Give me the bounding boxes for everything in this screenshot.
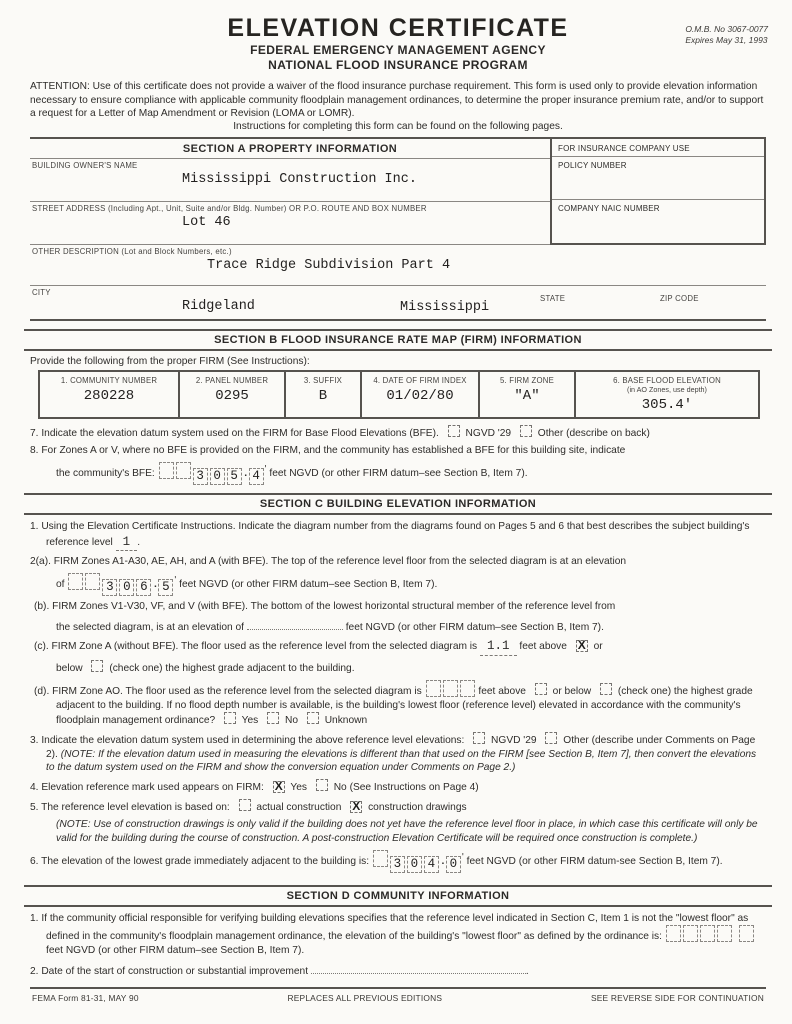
lowest-grade-digit-box: 0 [407,856,422,873]
bfe-decimal-point: . [242,469,249,481]
item8-bfe-label: the community's BFE: [56,468,155,480]
form-title: ELEVATION CERTIFICATE [227,14,569,42]
ngvd29-datum-label: NGVD '29 [491,734,537,746]
city-value: Ridgeland [182,298,255,314]
section-d-title: SECTION D COMMUNITY INFORMATION [24,885,772,907]
lowest-floor-digit-box [700,925,715,942]
form-footer [30,987,766,1003]
city-state-zip-row [30,286,766,321]
bfe-digit-box: 0 [210,468,225,485]
d-item2-end: . [525,965,529,977]
item2a-end: feet NGVD (or other FIRM datum–see Section B, Item 7). [179,579,438,591]
firm-item-8-line2 [30,462,766,485]
owner-name-value: Mississippi Construction Inc. [182,171,417,187]
actual-construction-checkbox [239,799,251,811]
ordinance-unknown-checkbox [307,712,319,724]
lowest-grade-digit-box [373,850,388,867]
firm-item-8-line1 [30,444,766,458]
other-description-field [30,245,766,286]
item3-text: 3. Indicate the elevation datum system used in determining the above reference level elevations: [30,734,465,746]
community-item-2 [30,962,766,979]
suffix-label: 3. SUFFIX [303,375,343,385]
elevation-item-2a-line2 [30,573,766,596]
ao-depth-digit-box [443,680,458,697]
replaces-editions-note: REPLACES ALL PREVIOUS EDITIONS [287,993,443,1004]
community-number-cell [40,372,180,417]
lowest-floor-digit-box [739,925,754,942]
ref-level-digit-box: 3 [102,579,117,596]
elevation-item-2b-line2 [30,618,766,635]
item7-text: 7. Indicate the elevation datum system used on the FIRM for Base Flood Elevations (BFE). [30,427,439,439]
actual-construction-label: actual construction [256,801,342,813]
base-flood-elevation-sublabel: (in AO Zones, use depth) [627,384,707,394]
attention-paragraph: ATTENTION: Use of this certificate does not provide a waiver of the flood insurance purchase requirement. This form is used only to provide elevation information necessary to ensure compliance with applicable community floodplain management ordinances, to determine the proper insurance premium rate, and/or to support a request for a Letter of Map Amendment or Revision (LOMA or LOMR). [30,81,764,120]
lowest-grade-digit-box: 3 [390,856,405,873]
reference-mark-yes-checkbox: X [274,778,283,793]
ordinance-no-label: No [284,715,298,727]
firm-index-date-cell [362,372,480,417]
ref-level-digit-box: 5 [158,579,173,596]
attention-instructions-line: Instructions for completing this form can be found on the following pages. [233,120,563,132]
ordinance-no-checkbox [267,712,279,724]
ref-level-digit-box: 6 [136,579,151,596]
item2c-text: (c). FIRM Zone A (without BFE). The floor used as the reference level from the selected diagram is [34,641,478,653]
state-value: Mississippi [400,299,490,315]
agency-name: FEDERAL EMERGENCY MANAGEMENT AGENCY [250,43,546,57]
community-item-1 [30,912,766,958]
panel-number-label: 2. PANEL NUMBER [195,375,269,385]
section-a-title: SECTION A PROPERTY INFORMATION [30,139,550,159]
construction-drawings-label: construction drawings [368,801,467,813]
item2d-text: (d). FIRM Zone AO. The floor used as the reference level from the selected diagram is [34,685,422,697]
bfe-digit-box [159,462,174,479]
ordinance-yes-label: Yes [241,715,259,727]
d-item1-text: 1. If the community official responsible for verifying building elevations specifies that the reference level indicated in Section C, Item 1 is not the "lowest floor" as defined in the community's floodplain management ordinance, the elevation of the building's "lowest floor" as defined by the ordinance is: [30,912,749,943]
ngvd29-firm-label: NGVD '29 [465,427,512,439]
ao-depth-digit-box [426,680,441,697]
d-item2-text: 2. Date of the start of construction or substantial improvement [30,965,309,977]
form-header [30,14,766,73]
section-c-title: SECTION C BUILDING ELEVATION INFORMATION [24,493,772,515]
elevation-item-3 [30,732,766,775]
above-grade-checkbox: X [577,638,586,653]
item4-text: 4. Elevation reference mark used appears on FIRM: [30,781,264,793]
ref-level-digit-box [68,573,83,590]
item8-end-text: feet NGVD (or other FIRM datum–see Section B, Item 7). [269,468,528,480]
firm-zone-cell [480,372,576,417]
ordinance-yes-checkbox [224,712,236,724]
construction-drawings-checkbox: X [352,798,361,813]
ao-above-checkbox [535,683,547,695]
community-number-value: 280228 [83,387,135,404]
street-address-label: STREET ADDRESS (Including Apt., Unit, Suite and/or Bldg. Number) OR P.O. ROUTE AND BOX NUMBER [32,203,427,213]
reference-mark-no-checkbox [316,779,328,791]
state-label: STATE [540,293,566,303]
item1-end: . [137,536,141,548]
ref-level-digit-box [85,573,100,590]
owner-name-field [30,159,550,202]
reference-mark-yes-label: Yes [290,781,307,793]
insurance-company-use-label: FOR INSURANCE COMPANY USE [552,139,764,157]
firm-table [38,370,760,419]
firm-index-date-label: 4. DATE OF FIRM INDEX [373,375,467,385]
item6-end: feet NGVD (or other FIRM datum-see Section B, Item 7). [466,855,723,867]
item2b-end: feet NGVD (or other FIRM datum–see Section B, Item 7). [345,621,604,633]
item2c-below: below [56,663,83,675]
item8-text: 8. For Zones A or V, where no BFE is provided on the FIRM, and the community has established a BFE for this building site, indicate [30,445,626,457]
elevation-item-2c-line2 [30,660,766,676]
diagram-number-value: 1 [116,534,138,552]
section-a [30,137,766,321]
base-flood-elevation-label: 6. BASE FLOOD ELEVATION [613,375,721,385]
other-datum-firm-label: Other (describe on back) [537,427,650,439]
ref-level-decimal-point: . [152,580,159,592]
elevation-item-5 [30,799,766,815]
feet-tick-mark: ' [174,575,177,587]
item4-end: (See Instructions on Page 4) [349,781,479,793]
lowest-floor-digit-box [717,925,732,942]
bfe-digit-box: 5 [227,468,242,485]
v-zone-elevation-blank [247,618,343,630]
bfe-digit-box: 3 [193,468,208,485]
elevation-item-2a-line1 [30,555,766,569]
item3-note: (NOTE: If the elevation datum used in measuring the elevations is different than that used on the FIRM [see Section B, Item 7], then convert the elevations to the datum system used on the FIRM and show the conversion equation under Comments on Page 2.) [46,748,757,774]
elevation-item-2c-line1 [30,638,766,656]
item5-note: (NOTE: Use of construction drawings is only valid if the building does not yet have the reference level floor in place, in which case this certificate will only be valid for the building during the course of construction. A post-construction Elevation Certificate will be required once construction is complete.) [56,819,758,844]
elevation-item-1 [30,520,766,551]
other-datum-firm-checkbox [520,425,532,437]
item2c-or: or [593,641,603,653]
lowest-grade-digit-box: 0 [446,856,461,873]
ao-below-checkbox [600,683,612,695]
community-number-label: 1. COMMUNITY NUMBER [60,375,158,385]
item2d-feet-above: feet above [478,685,526,697]
construction-date-blank [311,962,526,974]
other-description-value: Trace Ridge Subdivision Part 4 [207,257,451,273]
item2a-of: of [56,579,65,591]
zip-label: ZIP CODE [660,293,699,303]
suffix-cell [286,372,362,417]
item6-text: 6. The elevation of the lowest grade immediately adjacent to the building is: [30,855,370,867]
firm-index-date-value: 01/02/80 [386,387,454,404]
item1-text: 1. Using the Elevation Certificate Instructions. Indicate the diagram number from the diagrams found on Pages 5 and 6 that best describes the subject building's reference level [30,521,750,548]
suffix-value: B [318,387,328,404]
firm-zone-label: 5. FIRM ZONE [500,375,554,385]
feet-tick-mark: ' [264,464,267,476]
item2d-question: (check one) the highest grade adjacent to the building. If no flood depth number is available, is the building's lowest floor (reference level) elevated in accordance with the community's floodplain management ordinance? [56,685,753,727]
bfe-digit-box: 4 [249,468,264,485]
d-item1-end: feet NGVD (or other FIRM datum–see Section B, Item 7). [46,944,305,956]
ordinance-unknown-label: Unknown [324,715,368,727]
elevation-item-2b-line1 [30,600,766,614]
item2b-text: (b). FIRM Zones V1-V30, VF, and V (with BFE). The bottom of the lowest horizontal structural member of the reference level from [34,601,616,613]
below-grade-checkbox [91,660,103,672]
ao-depth-digit-box [460,680,475,697]
other-datum-checkbox [545,732,557,744]
lowest-floor-digit-box [666,925,681,942]
panel-number-cell [180,372,286,417]
omb-expires: Expires May 31, 1993 [685,34,768,45]
owner-name-label: BUILDING OWNER'S NAME [32,160,138,170]
base-flood-elevation-cell [576,372,758,417]
form-number: FEMA Form 81-31, MAY 90 [32,993,139,1004]
elevation-item-4 [30,779,766,795]
firm-intro: Provide the following from the proper FIRM (See Instructions): [30,355,310,367]
other-datum-label: Other (describe under Comments on Page 2). [46,734,756,760]
panel-number-value: 0295 [215,387,249,404]
base-flood-elevation-value: 305.4' [641,396,693,413]
reference-mark-no-label: No [333,781,347,793]
elevation-item-6 [30,850,766,873]
other-description-label: OTHER DESCRIPTION (Lot and Block Numbers, etc.) [32,246,232,256]
omb-note [685,24,768,45]
firm-zone-value: "A" [514,387,540,404]
city-label: CITY [32,287,51,297]
item2c-feet-above: feet above [519,641,567,653]
ngvd29-firm-checkbox [448,425,460,437]
ref-level-digit-box: 0 [119,579,134,596]
item5-text: 5. The reference level elevation is based on: [30,801,230,813]
elevation-item-2d [30,680,766,728]
bfe-digit-box [176,462,191,479]
insurance-company-use-box [550,139,766,245]
item2c-end: (check one) the highest grade adjacent to the building. [109,663,355,675]
company-naic-label: COMPANY NAIC NUMBER [558,204,660,214]
feet-above-grade-value: 1.1 [480,638,517,656]
lowest-floor-digit-box [683,925,698,942]
item2a-text: 2(a). FIRM Zones A1-A30, AE, AH, and A (with BFE). The top of the reference level floor from the selected diagram is at an elevation [30,556,627,568]
street-address-value: Lot 46 [182,214,231,230]
lowest-grade-decimal-point: . [439,856,447,868]
item2b-text2: the selected diagram, is at an elevation of [56,621,245,633]
feet-tick-mark: ' [461,851,464,863]
section-b-title: SECTION B FLOOD INSURANCE RATE MAP (FIRM) INFORMATION [24,329,772,351]
street-address-field [30,202,550,245]
reverse-side-note: SEE REVERSE SIDE FOR CONTINUATION [590,993,764,1004]
item2d-or-below: or below [552,685,592,697]
policy-number-label: POLICY NUMBER [552,157,764,201]
program-name: NATIONAL FLOOD INSURANCE PROGRAM [268,58,528,72]
omb-number: O.M.B. No 3067-0077 [685,24,768,34]
lowest-grade-digit-box: 4 [424,856,439,873]
firm-item-7 [30,425,766,441]
ngvd29-datum-checkbox [473,732,485,744]
